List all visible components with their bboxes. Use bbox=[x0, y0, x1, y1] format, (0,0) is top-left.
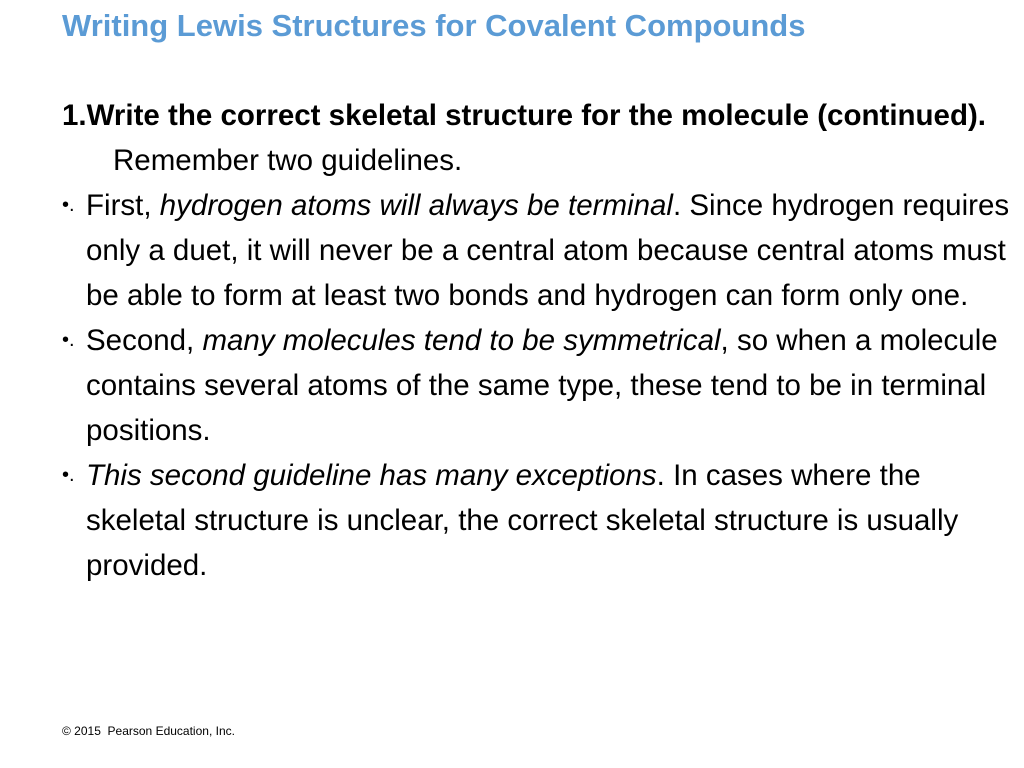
bullet-item-exceptions bbox=[62, 453, 1012, 588]
copyright-footer: © 2015 Pearson Education, Inc. bbox=[62, 724, 235, 738]
bullet-emphasis: This second guideline has many exceptions bbox=[86, 459, 657, 492]
guidelines-intro: Remember two guidelines. bbox=[113, 144, 463, 177]
bullet-emphasis: many molecules tend to be symmetrical bbox=[202, 324, 721, 357]
bullet-text: . Since hydrogen requires only a duet, it will never be a central atom because central atoms must be able to form at least two bonds and hydrogen can form only one. bbox=[86, 189, 1010, 312]
step-heading: 1.Write the correct skeletal structure for the molecule (continued). bbox=[62, 99, 987, 132]
bullet-lead: First, bbox=[86, 189, 160, 222]
bullet-item-symmetry bbox=[62, 318, 1012, 453]
bullet-item-hydrogen bbox=[62, 183, 1012, 318]
bullet-lead: Second, bbox=[86, 324, 203, 357]
bullet-emphasis: hydrogen atoms will always be terminal bbox=[159, 189, 673, 222]
slide-body bbox=[62, 93, 1012, 588]
bullet-text: , so when a molecule contains several atoms of the same type, these tend to be in terminal positions. bbox=[86, 324, 998, 447]
bullet-marker: •. bbox=[62, 464, 75, 486]
bullet-text: . In cases where the skeletal structure is unclear, the correct skeletal structure is usually provided. bbox=[86, 459, 959, 582]
bullet-marker: •. bbox=[62, 194, 75, 216]
slide-title: Writing Lewis Structures for Covalent Compounds bbox=[62, 8, 806, 43]
bullet-marker: •. bbox=[62, 329, 75, 351]
